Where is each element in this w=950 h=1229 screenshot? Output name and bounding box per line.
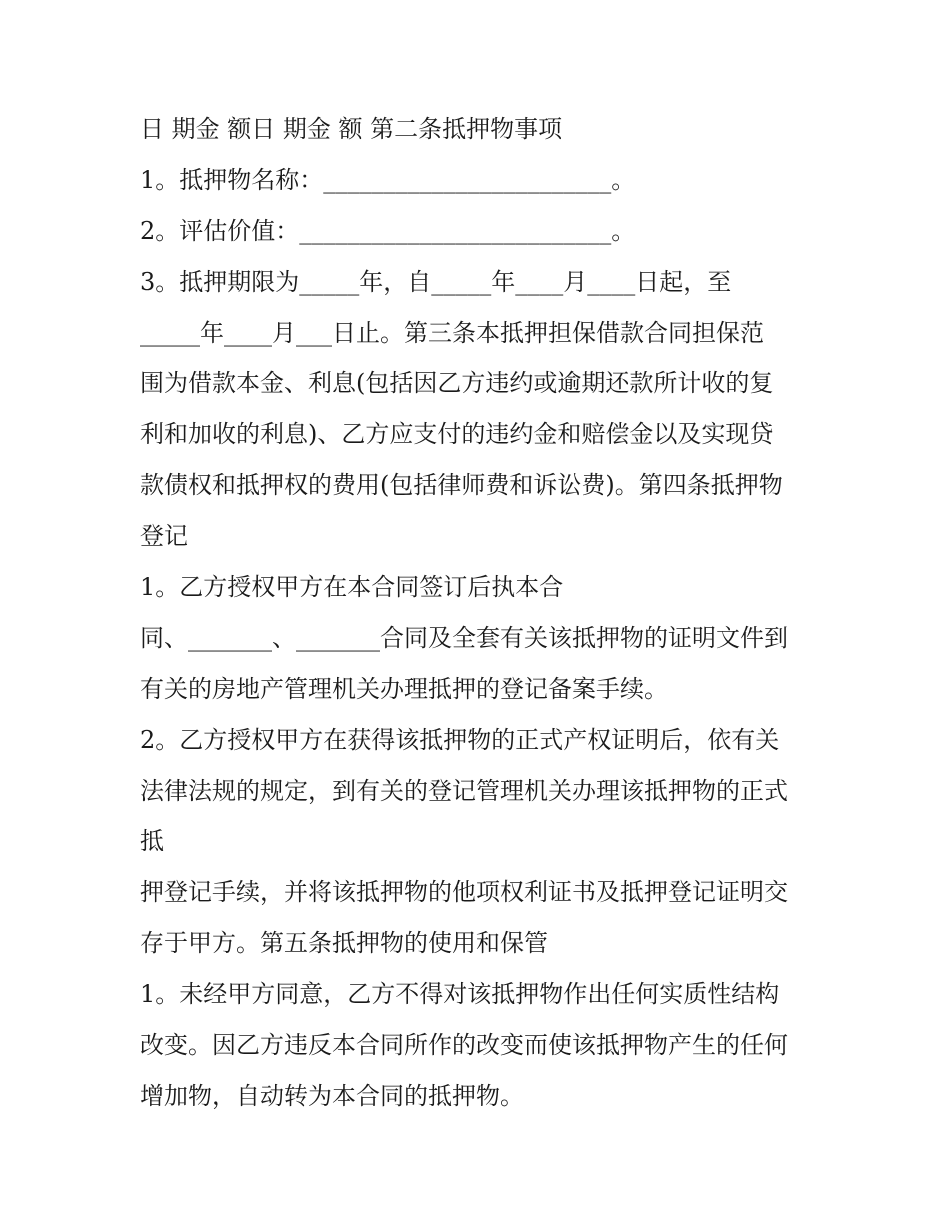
text-line: _____年____月___日止。第三条本抵押担保借款合同担保范 xyxy=(140,318,764,347)
text-line: 有关的房地产管理机关办理抵押的登记备案手续。 xyxy=(140,674,668,703)
document-page xyxy=(140,104,830,1122)
text-line: 围为借款本金、利息(包括因乙方违约或逾期还款所计收的复 xyxy=(140,369,774,398)
text-line: 抵 xyxy=(140,827,164,856)
text-line: 1。未经甲方同意，乙方不得对该抵押物作出任何实质性结构 xyxy=(140,980,780,1009)
text-line: 利和加收的利息)、乙方应支付的违约金和赔偿金以及实现贷 xyxy=(140,420,774,449)
text-line: 1。乙方授权甲方在本合同签订后执本合 xyxy=(140,573,564,602)
text-line: 日 期金 额日 期金 额 第二条抵押物事项 xyxy=(140,115,563,143)
text-line: 改变。因乙方违反本合同所作的改变而使该抵押物产生的任何 xyxy=(140,1031,788,1060)
text-line: 存于甲方。第五条抵押物的使用和保管 xyxy=(140,929,548,958)
text-line: 1。抵押物名称：________________________。 xyxy=(140,165,636,194)
text-line: 同、_______、_______合同及全套有关该抵押物的证明文件到 xyxy=(140,623,788,652)
text-line: 增加物，自动转为本合同的抵押物。 xyxy=(140,1081,524,1110)
text-line: 押登记手续，并将该抵押物的他项权利证书及抵押登记证明交 xyxy=(140,878,788,907)
text-line: 3。抵押期限为_____年，自_____年____月____日起，至 xyxy=(140,267,732,296)
text-line: 登记 xyxy=(140,522,188,551)
text-line: 2。评估价值：__________________________。 xyxy=(140,216,636,245)
text-line: 法律法规的规定，到有关的登记管理机关办理该抵押物的正式 xyxy=(140,776,788,805)
text-line: 款债权和抵押权的费用(包括律师费和诉讼费)。第四条抵押物 xyxy=(140,471,783,500)
text-line: 2。乙方授权甲方在获得该抵押物的正式产权证明后，依有关 xyxy=(140,725,780,754)
